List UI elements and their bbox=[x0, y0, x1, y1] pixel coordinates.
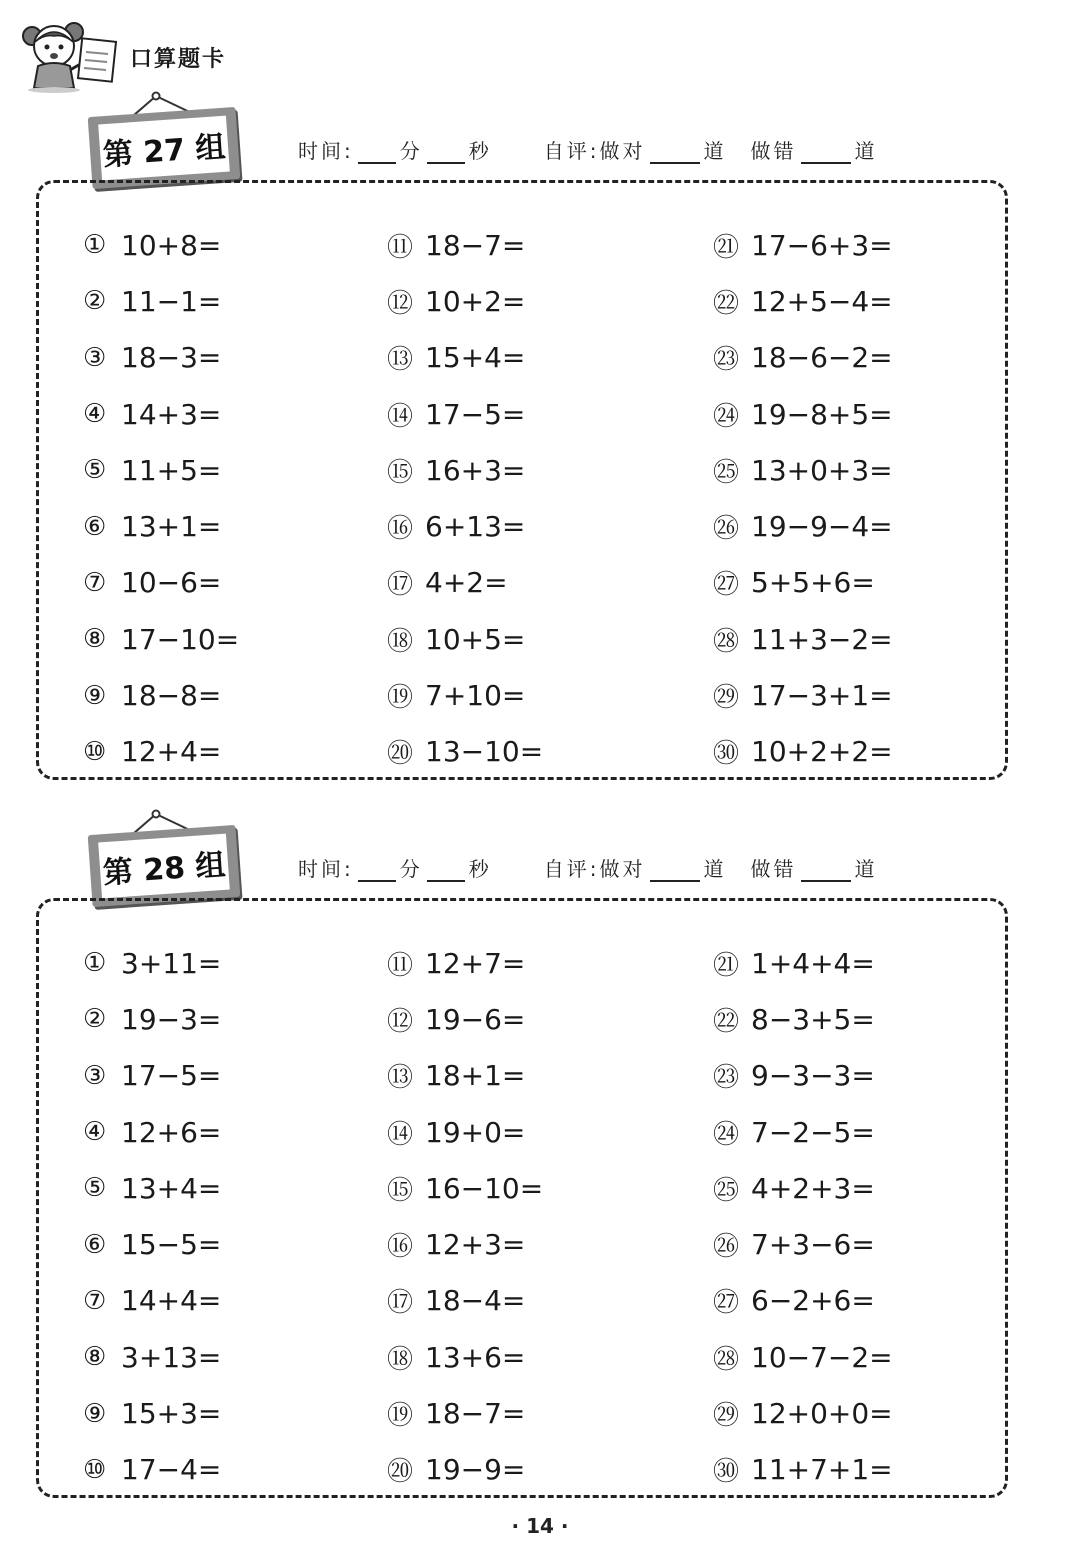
problem-expression: 10−6= bbox=[121, 566, 222, 600]
problem-number: ⑥ bbox=[83, 511, 107, 542]
problem-number: ③ bbox=[83, 1060, 107, 1091]
problem-number: ㉚ bbox=[713, 1457, 740, 1488]
problem-expression: 17−4= bbox=[121, 1453, 222, 1487]
problem-number: ⑧ bbox=[83, 1342, 107, 1373]
problem-expression: 7−2−5= bbox=[751, 1115, 875, 1149]
problem-number: ④ bbox=[83, 399, 107, 430]
problem-item bbox=[83, 1329, 221, 1385]
problem-number: ⑯ bbox=[387, 1232, 414, 1263]
time-label: 时间: bbox=[298, 139, 354, 163]
problem-expression: 19+0= bbox=[425, 1115, 526, 1149]
problem-expression: 13−10= bbox=[425, 735, 544, 769]
problem-expression: 15−5= bbox=[121, 1228, 222, 1262]
problem-expression: 1+4+4= bbox=[751, 946, 875, 980]
problem-expression: 4+2= bbox=[425, 566, 508, 600]
problem-item bbox=[713, 386, 893, 442]
problem-item bbox=[387, 724, 543, 780]
problem-number: ㉔ bbox=[713, 401, 740, 432]
problem-expression: 15+3= bbox=[121, 1397, 222, 1431]
problem-number: ⑬ bbox=[387, 345, 414, 376]
problem-number: ㉚ bbox=[713, 739, 740, 770]
problem-number: ㉖ bbox=[713, 1232, 740, 1263]
problem-number: ⑰ bbox=[387, 1288, 414, 1319]
problem-expression: 9−3−3= bbox=[751, 1059, 875, 1093]
problem-item bbox=[713, 330, 893, 386]
problem-item bbox=[387, 330, 543, 386]
problem-item bbox=[387, 1385, 543, 1441]
problem-number: ㉗ bbox=[713, 1288, 740, 1319]
problem-expression: 19−3= bbox=[121, 1002, 222, 1036]
problem-number: ⑳ bbox=[387, 1457, 414, 1488]
problem-expression: 11−1= bbox=[121, 284, 222, 318]
problem-number: ㉒ bbox=[713, 288, 740, 319]
problem-item bbox=[713, 935, 893, 991]
problem-expression: 3+13= bbox=[121, 1340, 222, 1374]
problem-column bbox=[387, 217, 543, 780]
self-eval-label: 自评:做对 bbox=[543, 139, 646, 163]
problem-number: ㉙ bbox=[713, 1401, 740, 1432]
problem-item bbox=[387, 1273, 543, 1329]
problem-item bbox=[387, 1104, 543, 1160]
sign-board bbox=[88, 825, 241, 907]
problem-number: ⑱ bbox=[387, 626, 414, 657]
problem-item bbox=[83, 1385, 221, 1441]
wrong-count-blank[interactable] bbox=[801, 862, 851, 882]
minutes-blank[interactable] bbox=[358, 144, 396, 164]
problem-item bbox=[713, 991, 893, 1047]
problem-item bbox=[713, 667, 893, 723]
problem-number: ⑬ bbox=[387, 1063, 414, 1094]
problem-item bbox=[713, 555, 893, 611]
problem-expression: 16+3= bbox=[425, 453, 526, 487]
problem-number: ⑤ bbox=[83, 455, 107, 486]
self-eval-label: 自评:做对 bbox=[543, 857, 646, 881]
problem-item bbox=[83, 1160, 221, 1216]
problem-expression: 11+5= bbox=[121, 453, 222, 487]
problems-box bbox=[36, 898, 1008, 1498]
problem-column bbox=[713, 935, 893, 1498]
problem-item bbox=[713, 611, 893, 667]
problem-number: ⑪ bbox=[387, 232, 414, 263]
problem-expression: 19−6= bbox=[425, 1002, 526, 1036]
problem-number: ⑩ bbox=[83, 1454, 107, 1485]
problem-number: ⑭ bbox=[387, 401, 414, 432]
problem-item bbox=[83, 667, 239, 723]
problem-item bbox=[83, 442, 239, 498]
problems-box bbox=[36, 180, 1008, 780]
problem-expression: 18−3= bbox=[121, 341, 222, 375]
problem-expression: 14+3= bbox=[121, 397, 222, 431]
problem-number: ⑪ bbox=[387, 950, 414, 981]
problem-item bbox=[387, 991, 543, 1047]
problem-item bbox=[713, 1329, 893, 1385]
problem-expression: 18−6−2= bbox=[751, 341, 893, 375]
problem-number: ㉕ bbox=[713, 457, 740, 488]
problem-expression: 12+6= bbox=[121, 1115, 222, 1149]
problem-number: ㉒ bbox=[713, 1006, 740, 1037]
problem-item bbox=[83, 935, 221, 991]
problem-number: ⑲ bbox=[387, 1401, 414, 1432]
problem-expression: 13+1= bbox=[121, 510, 222, 544]
problem-number: ⑦ bbox=[83, 1285, 107, 1316]
problem-number: ㉑ bbox=[713, 232, 740, 263]
problem-expression: 19−9−4= bbox=[751, 510, 893, 544]
problem-item bbox=[83, 217, 239, 273]
problem-column bbox=[387, 935, 543, 1498]
problem-item bbox=[387, 1216, 543, 1272]
problem-number: ⑱ bbox=[387, 1344, 414, 1375]
problem-expression: 17−5= bbox=[425, 397, 526, 431]
problem-expression: 10−7−2= bbox=[751, 1340, 893, 1374]
problem-number: ㉖ bbox=[713, 514, 740, 545]
problem-expression: 12+4= bbox=[121, 735, 222, 769]
problem-number: ② bbox=[83, 1004, 107, 1035]
problem-item bbox=[83, 1216, 221, 1272]
seconds-blank[interactable] bbox=[427, 862, 465, 882]
problem-number: ㉗ bbox=[713, 570, 740, 601]
problem-expression: 6−2+6= bbox=[751, 1284, 875, 1318]
problem-expression: 3+11= bbox=[121, 946, 222, 980]
problem-item bbox=[83, 330, 239, 386]
problem-item bbox=[387, 1160, 543, 1216]
problem-expression: 18−7= bbox=[425, 228, 526, 262]
problem-number: ⑭ bbox=[387, 1119, 414, 1150]
problem-number: ㉔ bbox=[713, 1119, 740, 1150]
problem-item bbox=[713, 1385, 893, 1441]
problem-expression: 14+4= bbox=[121, 1284, 222, 1318]
problem-expression: 5+5+6= bbox=[751, 566, 875, 600]
problem-expression: 10+5= bbox=[425, 622, 526, 656]
problem-expression: 8−3+5= bbox=[751, 1002, 875, 1036]
problem-column bbox=[83, 217, 239, 780]
problem-number: ㉓ bbox=[713, 1063, 740, 1094]
problem-number: ㉘ bbox=[713, 626, 740, 657]
problem-expression: 13+0+3= bbox=[751, 453, 893, 487]
problem-expression: 7+10= bbox=[425, 679, 526, 713]
wrong-unit-label: 道 bbox=[854, 857, 878, 881]
problem-expression: 12+5−4= bbox=[751, 284, 893, 318]
problem-item bbox=[387, 611, 543, 667]
problem-number: ④ bbox=[83, 1117, 107, 1148]
problem-expression: 17−3+1= bbox=[751, 679, 893, 713]
problem-expression: 18+1= bbox=[425, 1059, 526, 1093]
problem-number: ⑤ bbox=[83, 1173, 107, 1204]
problem-item bbox=[713, 1442, 893, 1498]
problem-column bbox=[83, 935, 221, 1498]
problem-expression: 12+0+0= bbox=[751, 1397, 893, 1431]
problem-number: ⑯ bbox=[387, 514, 414, 545]
problem-item bbox=[713, 1104, 893, 1160]
time-and-self-evaluation bbox=[298, 134, 978, 164]
problem-number: ① bbox=[83, 948, 107, 979]
problem-expression: 15+4= bbox=[425, 341, 526, 375]
problem-item bbox=[387, 1442, 543, 1498]
problem-number: ⑮ bbox=[387, 457, 414, 488]
correct-unit-label: 道 bbox=[703, 139, 727, 163]
problem-number: ⑩ bbox=[83, 736, 107, 767]
correct-unit-label: 道 bbox=[703, 857, 727, 881]
problem-number: ① bbox=[83, 230, 107, 261]
problem-item bbox=[387, 442, 543, 498]
problem-expression: 16−10= bbox=[425, 1171, 544, 1205]
problem-expression: 4+2+3= bbox=[751, 1171, 875, 1205]
sign-board bbox=[88, 107, 241, 189]
problem-item bbox=[83, 724, 239, 780]
problem-expression: 11+7+1= bbox=[751, 1453, 893, 1487]
problem-item bbox=[387, 498, 543, 554]
problem-item bbox=[83, 386, 239, 442]
problem-item bbox=[387, 1329, 543, 1385]
problem-item bbox=[713, 273, 893, 329]
problem-expression: 10+8= bbox=[121, 228, 222, 262]
problem-number: ② bbox=[83, 286, 107, 317]
problem-number: ⑫ bbox=[387, 1006, 414, 1037]
problem-expression: 12+3= bbox=[425, 1228, 526, 1262]
problem-item bbox=[83, 1273, 221, 1329]
page-header bbox=[18, 14, 418, 94]
problem-expression: 18−7= bbox=[425, 1397, 526, 1431]
problem-expression: 11+3−2= bbox=[751, 622, 893, 656]
problem-item bbox=[387, 935, 543, 991]
problem-item bbox=[713, 217, 893, 273]
problem-item bbox=[387, 555, 543, 611]
problem-expression: 10+2= bbox=[425, 284, 526, 318]
problem-number: ⑳ bbox=[387, 739, 414, 770]
wrong-label: 做错 bbox=[750, 857, 797, 881]
page-number: · 14 · bbox=[511, 1514, 569, 1538]
problem-expression: 12+7= bbox=[425, 946, 526, 980]
problem-item bbox=[83, 273, 239, 329]
problem-item bbox=[387, 1048, 543, 1104]
wrong-unit-label: 道 bbox=[854, 139, 878, 163]
problem-item bbox=[83, 1442, 221, 1498]
problem-number: ㉙ bbox=[713, 683, 740, 714]
problem-expression: 17−10= bbox=[121, 622, 240, 656]
problem-expression: 7+3−6= bbox=[751, 1228, 875, 1262]
problem-number: ⑥ bbox=[83, 1229, 107, 1260]
problem-expression: 13+6= bbox=[425, 1340, 526, 1374]
wrong-label: 做错 bbox=[750, 139, 797, 163]
time-and-self-evaluation bbox=[298, 852, 978, 882]
minutes-blank[interactable] bbox=[358, 862, 396, 882]
problem-expression: 17−6+3= bbox=[751, 228, 893, 262]
problem-expression: 6+13= bbox=[425, 510, 526, 544]
seconds-label: 秒 bbox=[468, 857, 492, 881]
problem-expression: 13+4= bbox=[121, 1171, 222, 1205]
problem-item bbox=[713, 1160, 893, 1216]
problem-item bbox=[713, 498, 893, 554]
problem-item bbox=[713, 442, 893, 498]
problem-number: ⑲ bbox=[387, 683, 414, 714]
minutes-label: 分 bbox=[399, 857, 423, 881]
minutes-label: 分 bbox=[399, 139, 423, 163]
problem-item bbox=[387, 667, 543, 723]
problem-item bbox=[387, 273, 543, 329]
problem-number: ⑧ bbox=[83, 624, 107, 655]
problem-item bbox=[83, 555, 239, 611]
problem-number: ㉑ bbox=[713, 950, 740, 981]
correct-count-blank[interactable] bbox=[650, 862, 700, 882]
problem-item bbox=[83, 611, 239, 667]
problem-number: ㉘ bbox=[713, 1344, 740, 1375]
problem-item bbox=[387, 217, 543, 273]
group-title: 第 27 组 bbox=[98, 116, 230, 181]
problem-item bbox=[713, 1048, 893, 1104]
wrong-count-blank[interactable] bbox=[801, 144, 851, 164]
problem-expression: 17−5= bbox=[121, 1059, 222, 1093]
problem-expression: 10+2+2= bbox=[751, 735, 893, 769]
girl-mascot-icon bbox=[18, 14, 126, 94]
problem-item bbox=[713, 1273, 893, 1329]
problem-number: ⑫ bbox=[387, 288, 414, 319]
problem-number: ⑰ bbox=[387, 570, 414, 601]
problem-number: ⑨ bbox=[83, 680, 107, 711]
problem-number: ③ bbox=[83, 342, 107, 373]
problem-expression: 18−4= bbox=[425, 1284, 526, 1318]
problem-item bbox=[713, 1216, 893, 1272]
problem-number: ⑮ bbox=[387, 1175, 414, 1206]
problem-number: ㉓ bbox=[713, 345, 740, 376]
problem-number: ⑨ bbox=[83, 1398, 107, 1429]
group-title: 第 28 组 bbox=[98, 834, 230, 899]
correct-count-blank[interactable] bbox=[650, 144, 700, 164]
seconds-label: 秒 bbox=[468, 139, 492, 163]
problem-expression: 19−8+5= bbox=[751, 397, 893, 431]
problem-item bbox=[83, 991, 221, 1047]
problem-number: ⑦ bbox=[83, 567, 107, 598]
problem-item bbox=[713, 724, 893, 780]
problem-item bbox=[387, 386, 543, 442]
header-title: 口算题卡 bbox=[130, 47, 227, 72]
seconds-blank[interactable] bbox=[427, 144, 465, 164]
problem-expression: 18−8= bbox=[121, 679, 222, 713]
problem-expression: 19−9= bbox=[425, 1453, 526, 1487]
time-label: 时间: bbox=[298, 857, 354, 881]
problem-number: ㉕ bbox=[713, 1175, 740, 1206]
problem-item bbox=[83, 498, 239, 554]
problem-item bbox=[83, 1104, 221, 1160]
problem-column bbox=[713, 217, 893, 780]
problem-item bbox=[83, 1048, 221, 1104]
